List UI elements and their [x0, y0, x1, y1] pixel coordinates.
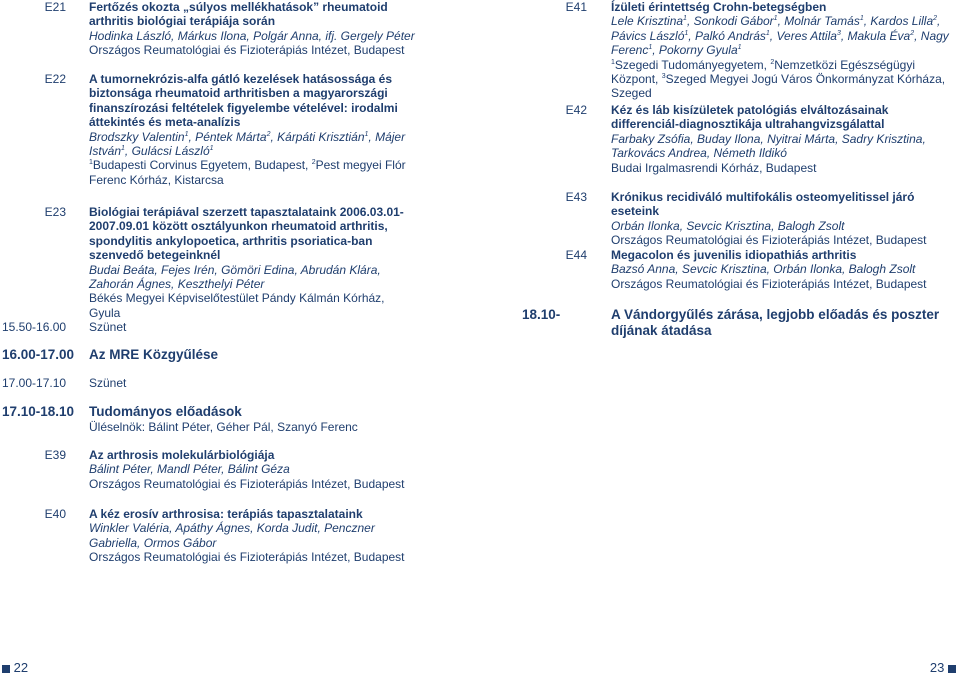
session-block: [89, 404, 429, 434]
abstract-e43: [611, 190, 956, 248]
schedule-time: 17.10-18.10: [2, 404, 75, 419]
page-number-right: 23: [930, 661, 956, 675]
abstract-title: Kéz és láb kisízületek patológiás elváltozásainak differenciál-diagnosztikája ultrahangvizsgálattal: [611, 103, 889, 132]
abstract-authors: Winkler Valéria, Apáthy Ágnes, Korda Judit, Penczner Gabriella, Ormos Gábor: [89, 521, 375, 550]
abstract-institution: Budai Irgalmasrendi Kórház, Budapest: [611, 160, 817, 175]
abstract-title: Az arthrosis molekulárbiológiája: [89, 448, 275, 462]
abstract-e23: [89, 205, 419, 320]
abstract-code: E22: [44, 72, 66, 86]
abstract-e44: [611, 248, 956, 291]
square-bullet-icon: [2, 665, 10, 673]
abstract-institution: $^1$Szegedi Tudományegyetem, $^2$Nemzetközi Egészségügyi Központ, $^3$Szeged Megyei Jogú Város Önkormányzat Kórháza, Szeged: [611, 57, 946, 101]
abstract-institution: Országos Reumatológiai és Fizioterápiás Intézet, Budapest: [89, 43, 405, 58]
schedule-label: Az MRE Közgyűlése: [89, 347, 219, 362]
schedule-time: 16.00-17.00: [2, 347, 75, 362]
abstract-authors: Bálint Péter, Mandl Péter, Bálint Géza: [89, 462, 290, 477]
abstract-authors: Bazsó Anna, Sevcic Krisztina, Orbán Ilonka, Balogh Zsolt: [611, 262, 916, 277]
schedule-time: 18.10-: [522, 307, 561, 322]
abstract-authors: Budai Beáta, Fejes Irén, Gömöri Edina, Abrudán Klára, Zahorán Ágnes, Keszthelyi Péter: [89, 262, 381, 292]
abstract-title: Fertőzés okozta „súlyos mellékhatások” rheumatoid arthritis biológiai terápiája során: [89, 0, 388, 29]
abstract-code: E21: [44, 0, 66, 14]
page-number-left: 22: [2, 661, 28, 675]
abstract-code: E42: [565, 103, 587, 117]
abstract-e39: [89, 448, 429, 491]
session-chairs: Üléselnök: Bálint Péter, Géher Pál, Szanyó Ferenc: [89, 420, 358, 434]
abstract-institution: Országos Reumatológiai és Fizioterápiás Intézet, Budapest: [89, 476, 405, 491]
abstract-code: E43: [565, 190, 587, 204]
schedule-time: 15.50-16.00: [2, 320, 67, 334]
abstract-authors: Orbán Ilonka, Sevcic Krisztina, Balogh Zsolt: [611, 218, 845, 233]
abstract-e21: [89, 0, 419, 58]
abstract-institution: Országos Reumatológiai és Fizioterápiás Intézet, Budapest: [89, 550, 405, 565]
abstract-authors: Brodszky Valentin$^1$, Péntek Márta$^2$, Kárpáti Krisztián$^1$, Májer István$^1$, Gulácsi László$^1$: [89, 129, 406, 159]
abstract-e41: [611, 0, 956, 101]
abstract-e22: [89, 72, 434, 187]
abstract-e40: [89, 507, 419, 565]
abstract-institution: Országos Reumatológiai és Fizioterápiás Intézet, Budapest: [611, 276, 927, 291]
abstract-e42: [611, 103, 951, 175]
schedule-time: 17.00-17.10: [2, 376, 67, 390]
abstract-code: E23: [44, 205, 66, 219]
abstract-code: E41: [565, 0, 587, 14]
square-bullet-icon: [948, 665, 956, 673]
abstract-institution: Országos Reumatológiai és Fizioterápiás Intézet, Budapest: [611, 233, 927, 248]
schedule-label: Szünet: [89, 376, 127, 390]
abstract-title: A kéz erosív arthrosisa: terápiás tapasztalataink: [89, 507, 363, 521]
abstract-title: A tumornekrózis-alfa gátló kezelések hatásossága és biztonsága rheumatoid arthritisben a magyarországi finanszírozási feltételek figyelembe vételével: irodalmi áttekintés és meta-analízis: [89, 72, 398, 130]
abstract-authors: Farbaky Zsófia, Buday Ilona, Nyitrai Márta, Sadry Krisztina, Tarkovács Andrea, Németh Ildikó: [611, 131, 926, 161]
abstract-code: E44: [565, 248, 587, 262]
abstract-title: Krónikus recidiváló multifokális osteomyelitissel járó eseteink: [611, 190, 915, 219]
closing-label: A Vándorgyűlés zárása, legjobb előadás és poszter díjának átadása: [611, 307, 940, 338]
abstract-code: E39: [44, 448, 66, 462]
abstract-code: E40: [44, 507, 66, 521]
abstract-title: Megacolon és juvenilis idiopathiás arthritis: [611, 248, 857, 262]
abstract-institution: $^1$Budapesti Corvinus Egyetem, Budapest, $^2$Pest megyei Flór Ferenc Kórház, Kistarcsa: [89, 158, 406, 187]
abstract-institution: Békés Megyei Képviselőtestület Pándy Kálmán Kórház, Gyula: [89, 291, 385, 320]
abstract-title: Biológiai terápiával szerzett tapasztalataink 2006.03.01-2007.09.01 között osztályunkon rheumatoid arthritis, spondylitis ankylopoetica, arthritis psoriatica-ban szenvedő betegeinknél: [89, 205, 404, 263]
abstract-authors: Hodinka László, Márkus Ilona, Polgár Anna, ifj. Gergely Péter: [89, 28, 415, 43]
abstract-authors: Lele Krisztina$^1$, Sonkodi Gábor$^1$, Molnár Tamás$^1$, Kardos Lilla$^2$, Pávics László$^1$, Palkó András$^1$, Veres Attila$^3$, Makula Éva$^2$, Nagy Ferenc$^1$, Pokorny Gyula$^1$: [611, 14, 949, 58]
session-title: Tudományos előadások: [89, 404, 242, 419]
schedule-label: Szünet: [89, 320, 127, 334]
abstract-title: Ízületi érintettség Crohn-betegségben: [611, 0, 827, 14]
